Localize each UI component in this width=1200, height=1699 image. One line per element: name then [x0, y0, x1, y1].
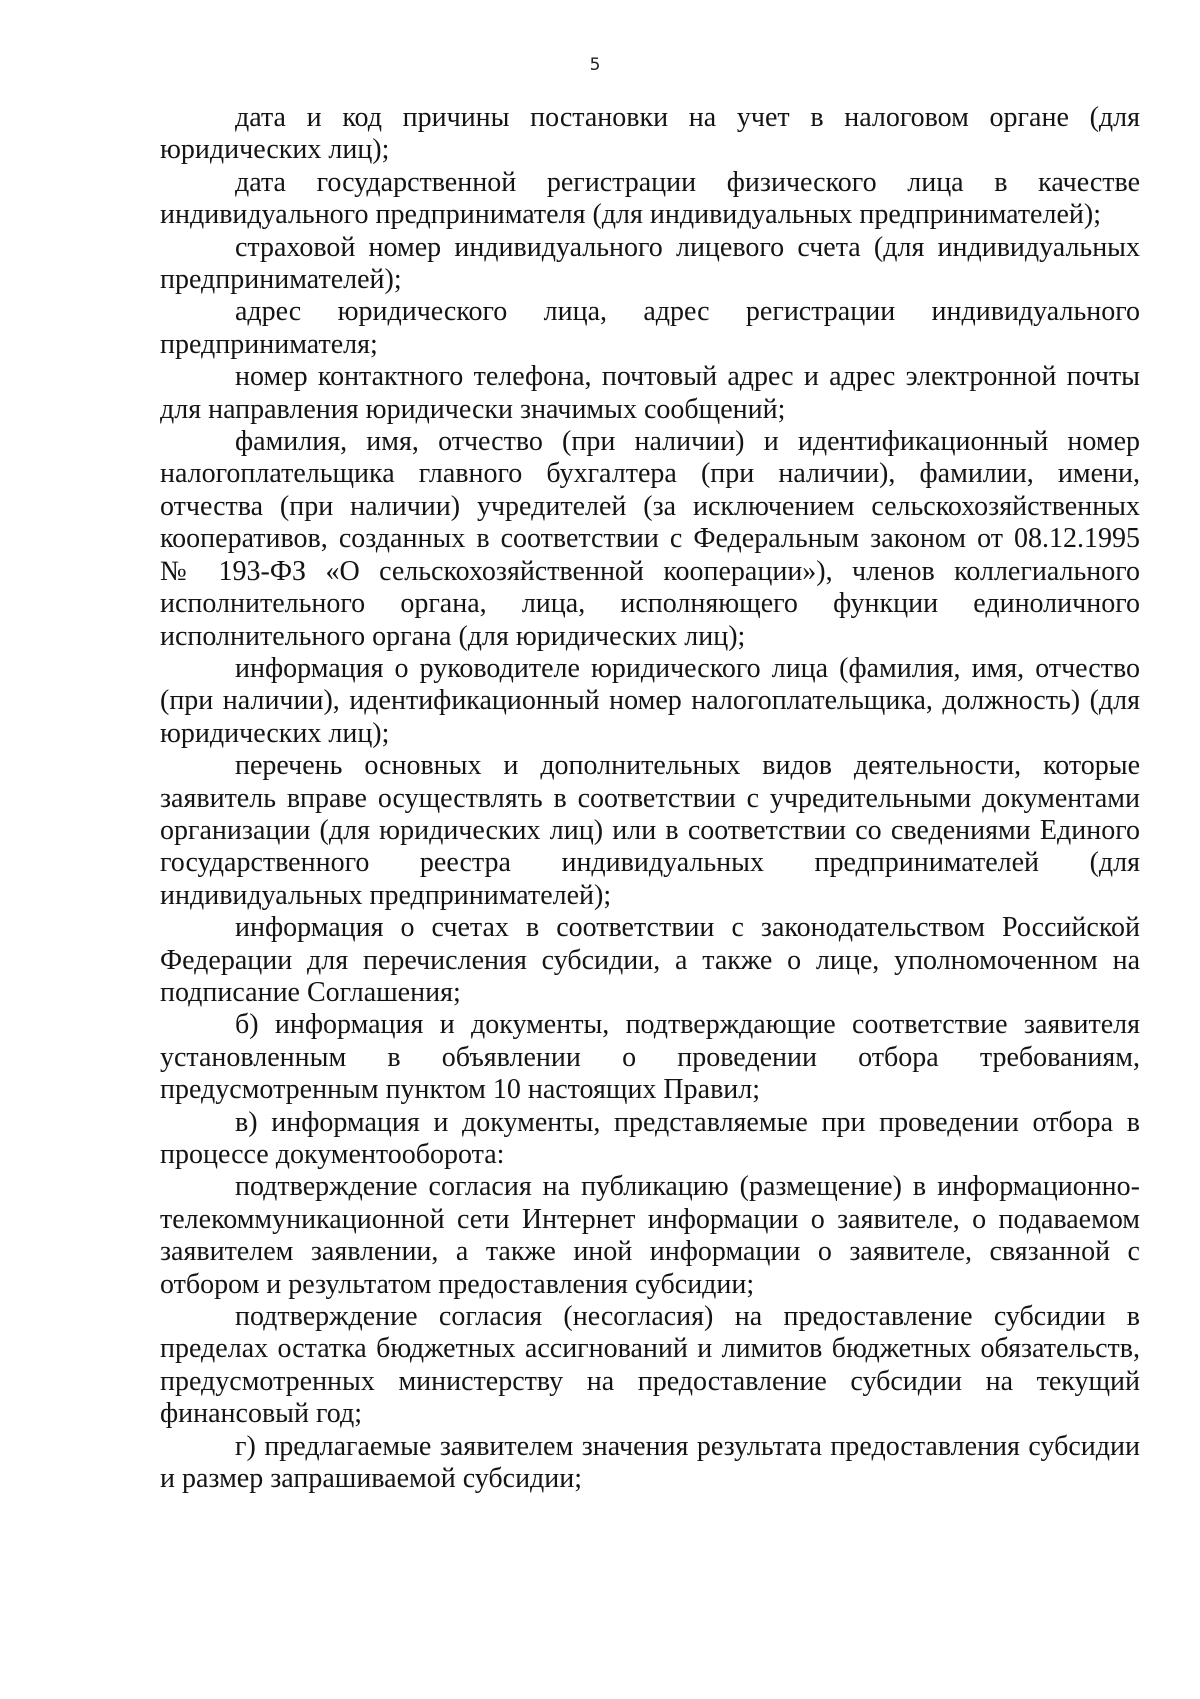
paragraph: информация о счетах в соответствии с законодательством Российской Федерации для перечисления субсидии, а также о лице, уполномоченном на подписание Соглашения; — [160, 912, 1140, 1008]
paragraph: фамилия, имя, отчество (при наличии) и идентификационный номер налогоплательщика главного бухгалтера (при наличии), фамилии, имени, отчества (при наличии) учредителей (за исключением сельскохозяйственных кооперативов, созданных в соответствии с Федеральным законом от 08.12.1995 № 193-ФЗ «О сельскохозяйственной кооперации»), членов коллегиального исполнительного органа, лица, исполняющего функции единоличного исполнительного органа (для юридических лиц); — [160, 426, 1140, 652]
paragraph: информация о руководителе юридического лица (фамилия, имя, отчество (при наличии), идентификационный номер налогоплательщика, должность) (для юридических лиц); — [160, 652, 1140, 749]
paragraph: б) информация и документы, подтверждающие соответствие заявителя установленным в объявлении о проведении отбора требованиям, предусмотренным пунктом 10 настоящих Правил; — [160, 1009, 1140, 1106]
page-number: 5 — [589, 55, 601, 75]
paragraph: подтверждение согласия на публикацию (размещение) в информационно-телекоммуникационной сети Интернет информации о заявителе, о подаваемом заявителем заявлении, а также иной информации о заявителе, связанной с отбором и результатом предоставления субсидии; — [160, 1171, 1140, 1300]
document-body — [160, 102, 1140, 1495]
paragraph: перечень основных и дополнительных видов деятельности, которые заявитель вправе осуществлять в соответствии с учредительными документами организации (для юридических лиц) или в соответствии со сведениями Единого государственного реестра индивидуальных предпринимателей (для индивидуальных предпринимателей); — [160, 750, 1140, 911]
paragraph: дата и код причины постановки на учет в налоговом органе (для юридических лиц); — [160, 102, 1140, 166]
paragraph: подтверждение согласия (несогласия) на предоставление субсидии в пределах остатка бюджетных ассигнований и лимитов бюджетных обязательств, предусмотренных министерству на предоставление субсидии на текущий финансовый год; — [160, 1301, 1140, 1430]
paragraph: дата государственной регистрации физического лица в качестве индивидуального предпринимателя (для индивидуальных предпринимателей); — [160, 166, 1140, 231]
paragraph: в) информация и документы, представляемые при проведении отбора в процессе документооборота: — [160, 1106, 1140, 1170]
paragraph: страховой номер индивидуального лицевого счета (для индивидуальных предпринимателей); — [160, 231, 1140, 296]
paragraph: адрес юридического лица, адрес регистрации индивидуального предпринимателя; — [160, 296, 1140, 360]
paragraph: г) предлагаемые заявителем значения результата предоставления субсидии и размер запрашиваемой субсидии; — [160, 1430, 1140, 1495]
paragraph: номер контактного телефона, почтовый адрес и адрес электронной почты для направления юридически значимых сообщений; — [160, 361, 1140, 425]
